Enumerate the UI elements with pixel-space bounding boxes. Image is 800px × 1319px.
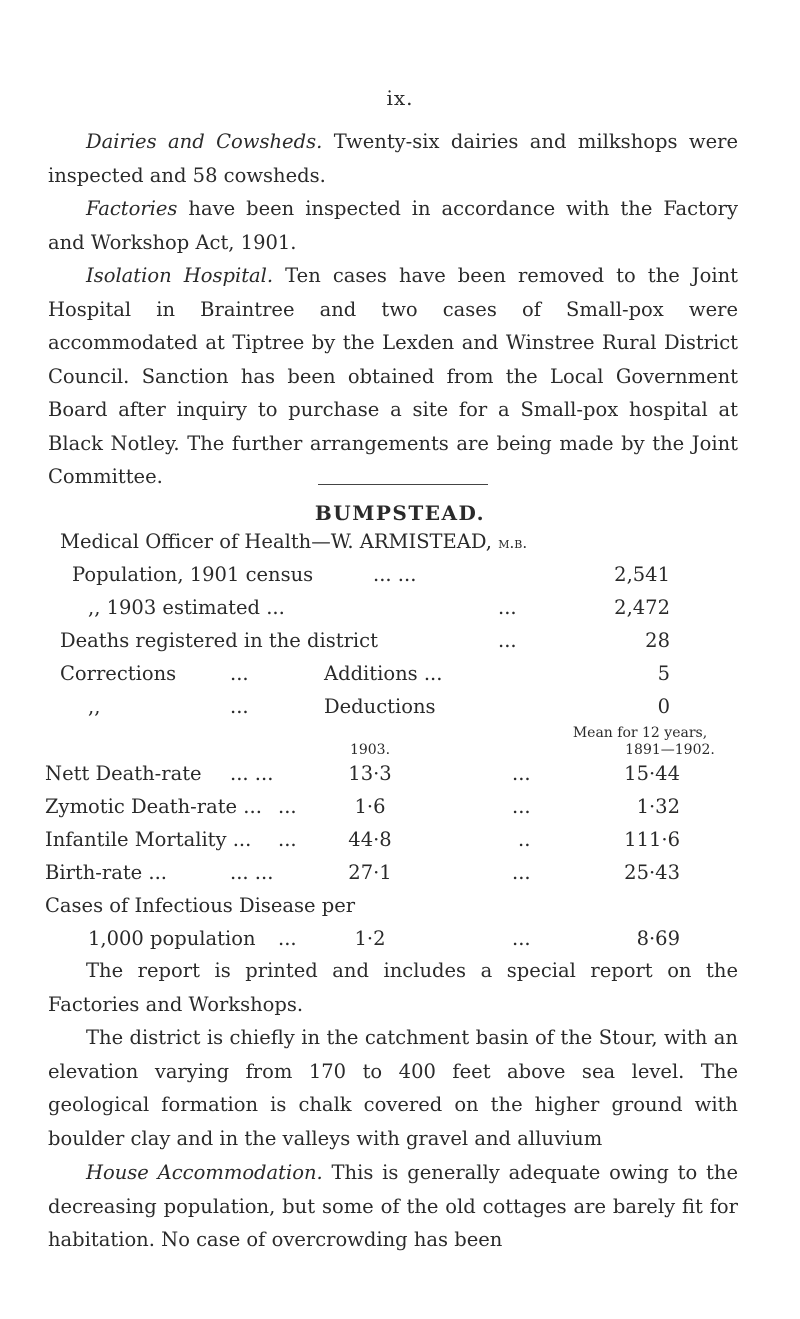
paragraph-factories [48,192,738,259]
page-folio: ix. [386,86,414,110]
medical-officer-name: Medical Officer of Health—W. ARMISTEAD, [60,530,493,553]
isolation-text: Ten cases have been removed to the Joint Hospital in Braintree and two cases of Small-pox were accommodated at Tiptree by the Lexden and Winstree Rural District Council. Sanction has been obtained from the Local Government Board after inquiry to purchase a site for a Small-pox hospital at Black Notley. The further arrangements are being made by the Joint Committee. [48,264,738,488]
row-1903-nett-death-rate: 13·3 [348,762,392,785]
cases-label-line2: 1,000 population [88,927,256,950]
cases-1903: 1·2 [354,927,386,950]
row-1903-birth-rate: 27·1 [348,861,392,884]
corrections-label: Corrections [60,662,177,685]
year-header: 1903. [349,742,391,758]
deductions-value: 0 [657,695,670,718]
deaths-registered-value: 28 [645,629,670,652]
row-sep-birth-rate: ... [512,861,531,884]
row-sep-infantile-mortality: .. [518,828,531,851]
section-title: BUMPSTEAD. [314,501,486,525]
population-1901-dots: ... ... [373,563,417,586]
deaths-registered-dots: ... [498,629,517,652]
cases-mean: 8·69 [636,927,680,950]
report-text: The report is printed and includes a special report on the Factories and Workshops. [48,959,738,1016]
corrections-ditto: ,, [88,695,101,718]
house-text: This is generally adequate owing to the decreasing population, but some of the old cottages are barely fit for habitation. No case of overcrowding has been [48,1161,738,1251]
row-mean-birth-rate: 25·43 [624,861,680,884]
paragraph-dairies [48,125,738,192]
row-lead-infantile-mortality: ... [278,828,297,851]
corrections-dots: ... [230,662,249,685]
row-lead-birth-rate: ... ... [230,861,274,884]
population-1901-label: Population, 1901 census [72,563,314,586]
row-label-infantile-mortality: Infantile Mortality ... [45,828,252,851]
row-mean-infantile-mortality: 111·6 [624,828,680,851]
deaths-registered-label: Deaths registered in the district [60,629,378,652]
population-1903-label: ,, 1903 estimated ... [88,596,285,619]
paragraph-isolation-hospital [48,259,738,494]
dairies-heading: Dairies and Cowsheds. [86,130,323,153]
medical-officer-line [60,530,527,553]
factories-heading: Factories [86,197,178,220]
house-heading: House Accommodation. [86,1161,323,1184]
row-1903-infantile-mortality: 44·8 [348,828,392,851]
isolation-heading: Isolation Hospital. [86,264,274,287]
cases-sep: ... [512,927,531,950]
row-mean-nett-death-rate: 15·44 [624,762,680,785]
row-mean-zymotic-death-rate: 1·32 [636,795,680,818]
row-1903-zymotic-death-rate: 1·6 [354,795,386,818]
deductions-label: Deductions [324,695,436,718]
additions-value: 5 [657,662,670,685]
row-lead-zymotic-death-rate: ... [278,795,297,818]
dairies-text: Twenty-six dairies and milkshops were inspected and 58 cowsheds. [48,130,739,187]
paragraph-district [48,1021,738,1155]
district-text: The district is chiefly in the catchment basin of the Stour, with an elevation varying from 170 to 400 feet above sea level. The geological formation is chalk covered on the higher ground with boulder clay and in the valleys with gravel and alluvium [48,1026,738,1150]
section-divider [318,484,488,485]
population-1903-value: 2,472 [614,596,670,619]
row-sep-zymotic-death-rate: ... [512,795,531,818]
row-sep-nett-death-rate: ... [512,762,531,785]
mean-header-line1: Mean for 12 years, [572,725,708,741]
population-1903-dots: ... [498,596,517,619]
cases-lead: ... [278,927,297,950]
row-label-zymotic-death-rate: Zymotic Death-rate ... [45,795,262,818]
paragraph-house-accommodation [48,1156,738,1257]
row-label-nett-death-rate: Nett Death-rate [45,762,202,785]
factories-text: have been inspected in accordance with the Factory and Workshop Act, 1901. [48,197,738,254]
additions-label: Additions ... [324,662,443,685]
paragraph-report [48,954,738,1021]
row-lead-nett-death-rate: ... ... [230,762,274,785]
medical-officer-degree: m.b. [498,534,528,552]
cases-label-line1: Cases of Infectious Disease per [45,894,356,917]
corrections-ditto-dots: ... [230,695,249,718]
mean-header-line2: 1891—1902. [625,742,715,758]
row-label-birth-rate: Birth-rate ... [45,861,167,884]
population-1901-value: 2,541 [614,563,670,586]
